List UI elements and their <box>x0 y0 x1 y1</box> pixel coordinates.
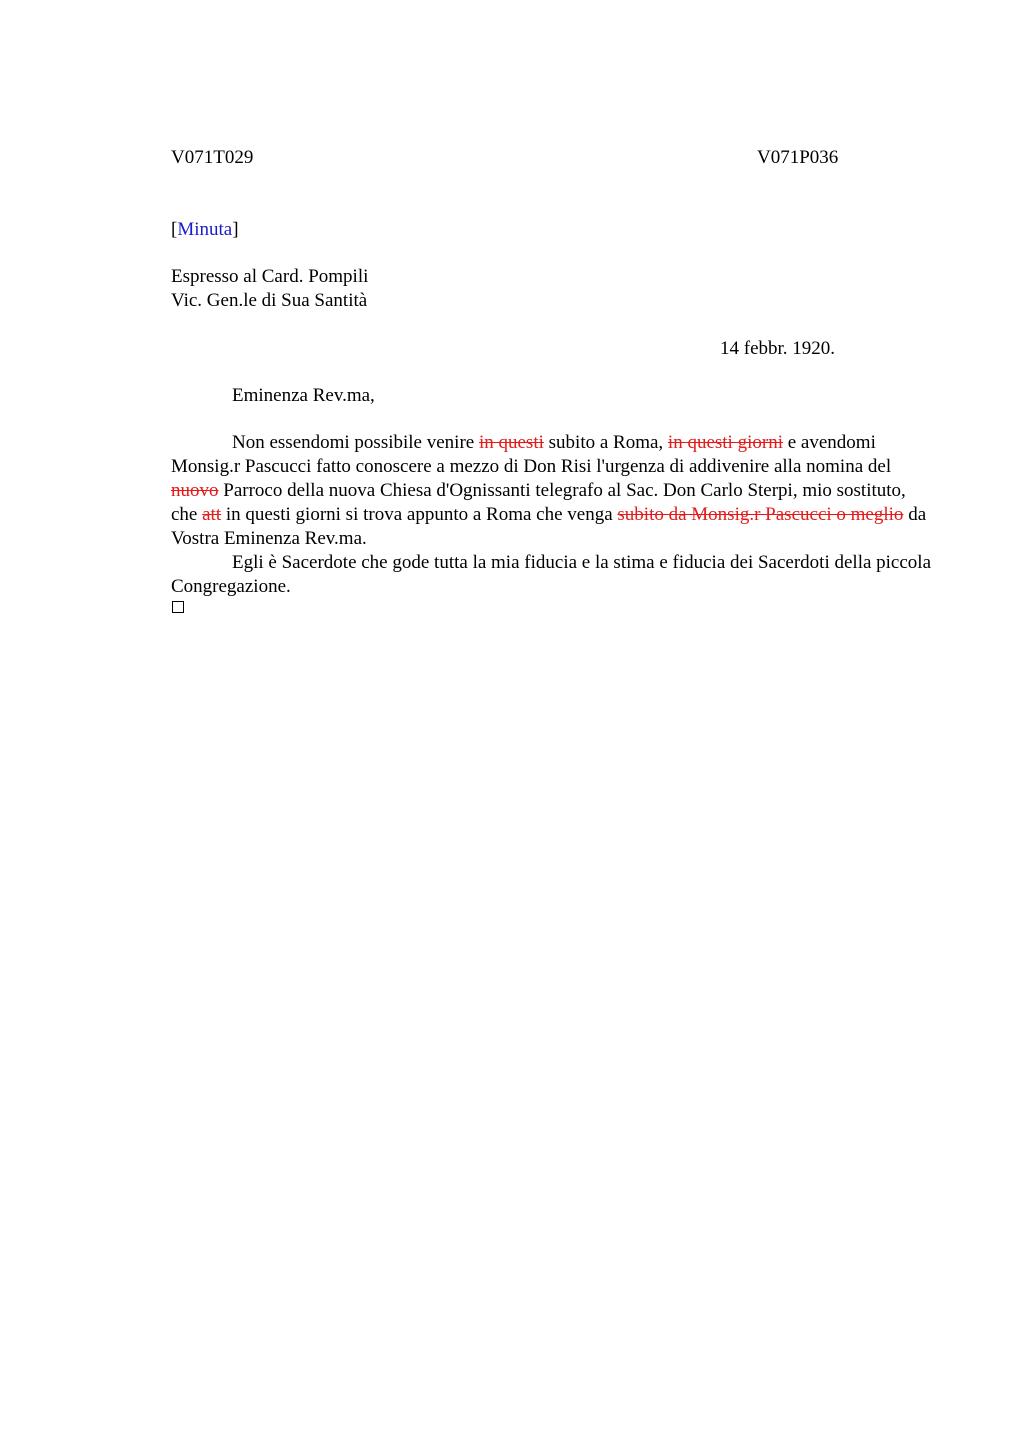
document-page <box>171 0 931 1450</box>
letter-body <box>171 431 931 599</box>
text-segment: in questi giorni si trova appunto a Roma che venga <box>221 504 618 525</box>
minuta-text: Minuta <box>177 219 233 240</box>
letter-date: 14 febbr. 1920. <box>720 338 836 359</box>
text-segment: e avendomi Monsig.r Pascucci fatto conoscere a mezzo di Don Risi l'urgenza di addivenire alla nomina del <box>171 432 892 477</box>
deleted-text: nuovo <box>171 480 219 501</box>
text-segment: da Vostra Eminenza Rev.ma. <box>171 504 927 549</box>
deleted-text: in questi <box>478 432 544 453</box>
document-code-left: V071T029 <box>171 147 254 168</box>
recipient-line-1: Espresso al Card. Pompili <box>171 266 369 287</box>
text-segment: subito a Roma, <box>543 432 668 453</box>
end-of-text-box-icon <box>172 601 184 613</box>
deleted-text: subito da Monsig.r Pascucci o meglio <box>617 504 904 525</box>
paragraph-1 <box>171 431 931 551</box>
paragraph-2: Egli è Sacerdote che gode tutta la mia fiducia e la stima e fiducia dei Sacerdoti della piccola Congregazione. <box>171 552 932 597</box>
text-segment: Parroco della nuova Chiesa d'Ognissanti telegrafo al Sac. Don Carlo Sterpi, mio sostituto, che <box>171 480 906 525</box>
minuta-label <box>171 218 239 242</box>
salutation: Eminenza Rev.ma, <box>232 385 375 406</box>
text-segment: Non essendomi possibile venire <box>232 432 479 453</box>
recipient-line-2: Vic. Gen.le di Sua Santità <box>171 290 368 311</box>
deleted-text: in questi giorni <box>667 432 783 453</box>
document-code-right: V071P036 <box>757 147 839 168</box>
deleted-text: att <box>202 504 222 525</box>
minuta-open-bracket: [ <box>171 219 178 240</box>
minuta-close-bracket: ] <box>232 219 239 240</box>
